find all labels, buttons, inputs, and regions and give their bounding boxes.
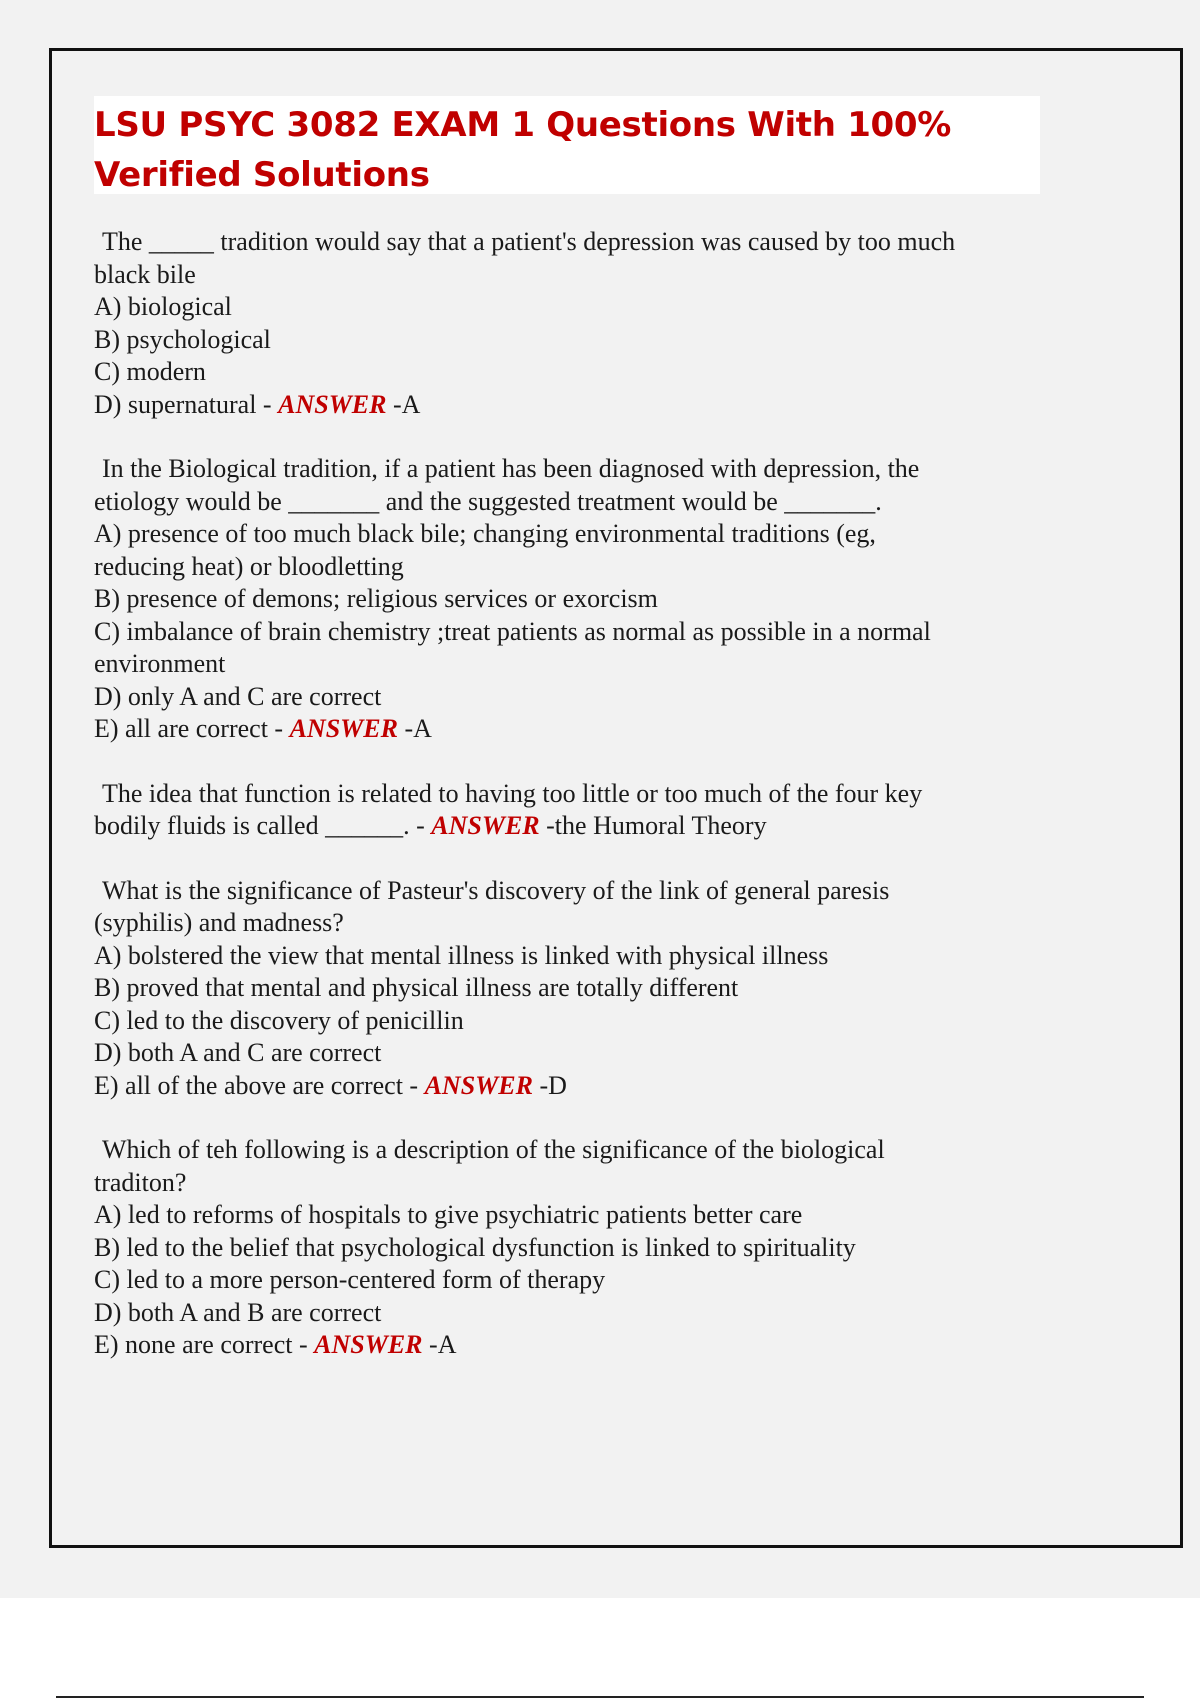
question-4-option-b: B) proved that mental and physical illness are totally different	[94, 973, 739, 1002]
question-1	[94, 226, 1064, 421]
question-1-text-line-2: black bile	[94, 259, 196, 289]
question-5-answer: -A	[422, 1330, 457, 1359]
question-2-option-e	[94, 713, 1064, 746]
answer-label: ANSWER	[289, 714, 398, 743]
question-1-option-d-text: D) supernatural -	[94, 389, 279, 419]
question-1-text-line-1: The _____ tradition would say that a patient's depression was caused by too much	[102, 227, 956, 256]
question-2-option-a-line-1: A) presence of too much black bile; changing environmental traditions (eg,	[94, 519, 876, 548]
question-5-option-a: A) led to reforms of hospitals to give psychiatric patients better care	[94, 1200, 803, 1229]
question-5-option-c: C) led to a more person-centered form of therapy	[94, 1265, 606, 1294]
document-title	[94, 100, 1040, 200]
question-2-option-b: B) presence of demons; religious services or exorcism	[94, 584, 658, 613]
answer-label: ANSWER	[424, 1070, 533, 1100]
answer-label: ANSWER	[314, 1330, 423, 1359]
question-5-option-d: D) both A and B are correct	[94, 1297, 382, 1327]
question-3-text-line-2	[94, 810, 1064, 843]
question-4-option-c: C) led to the discovery of penicillin	[94, 1005, 464, 1035]
question-1-option-a: A) biological	[94, 292, 232, 321]
question-1-answer: -A	[386, 389, 421, 419]
question-2-option-c-line-2: environment	[94, 649, 226, 678]
question-5-option-e	[94, 1329, 1064, 1362]
question-1-option-d	[94, 389, 1064, 422]
question-5-text-line-2: traditon?	[94, 1167, 187, 1197]
question-2-option-c-line-1: C) imbalance of brain chemistry ;treat patients as normal as possible in a normal	[94, 616, 931, 646]
question-2-option-d: D) only A and C are correct	[94, 681, 382, 711]
question-4-text-line-1: What is the significance of Pasteur's discovery of the link of general paresis	[102, 875, 890, 905]
next-page-top-edge	[56, 1696, 1144, 1698]
question-5-option-b: B) led to the belief that psychological dysfunction is linked to spirituality	[94, 1232, 856, 1262]
question-4-option-e-text: E) all of the above are correct -	[94, 1070, 425, 1100]
question-4-text-line-2: (syphilis) and madness?	[94, 908, 344, 937]
question-3-text-line-1: The idea that function is related to having too little or too much of the four key	[102, 778, 923, 808]
title-box	[94, 96, 1040, 194]
question-2-option-e-text: E) all are correct -	[94, 714, 290, 743]
question-4-option-a: A) bolstered the view that mental illness is linked with physical illness	[94, 940, 829, 970]
question-5-text-line-1: Which of teh following is a description of the significance of the biological	[102, 1135, 885, 1164]
question-2	[94, 453, 1064, 746]
title-line-2: Verified Solutions	[94, 155, 430, 195]
question-1-option-c: C) modern	[94, 357, 206, 386]
questions-list	[94, 226, 1064, 1394]
question-5-option-e-text: E) none are correct -	[94, 1330, 315, 1359]
question-1-option-b: B) psychological	[94, 324, 271, 354]
question-4	[94, 875, 1064, 1103]
question-2-answer: -A	[397, 714, 432, 743]
question-2-text-line-1: In the Biological tradition, if a patient has been diagnosed with depression, the	[102, 454, 920, 483]
title-line-1: LSU PSYC 3082 EXAM 1 Questions With 100%	[94, 105, 952, 145]
answer-label: ANSWER	[278, 389, 387, 419]
question-3-text-line-2-text: bodily fluids is called ______. -	[94, 811, 432, 840]
question-2-text-line-2: etiology would be _______ and the suggested treatment would be _______.	[94, 486, 882, 516]
question-4-option-e	[94, 1070, 1064, 1103]
question-4-option-d: D) both A and C are correct	[94, 1038, 382, 1067]
answer-label: ANSWER	[431, 811, 540, 840]
question-4-answer: -D	[532, 1070, 567, 1100]
question-3-answer: -the Humoral Theory	[539, 811, 767, 840]
question-3	[94, 778, 1064, 843]
question-2-option-a-line-2: reducing heat) or bloodletting	[94, 551, 404, 581]
question-5	[94, 1134, 1064, 1362]
